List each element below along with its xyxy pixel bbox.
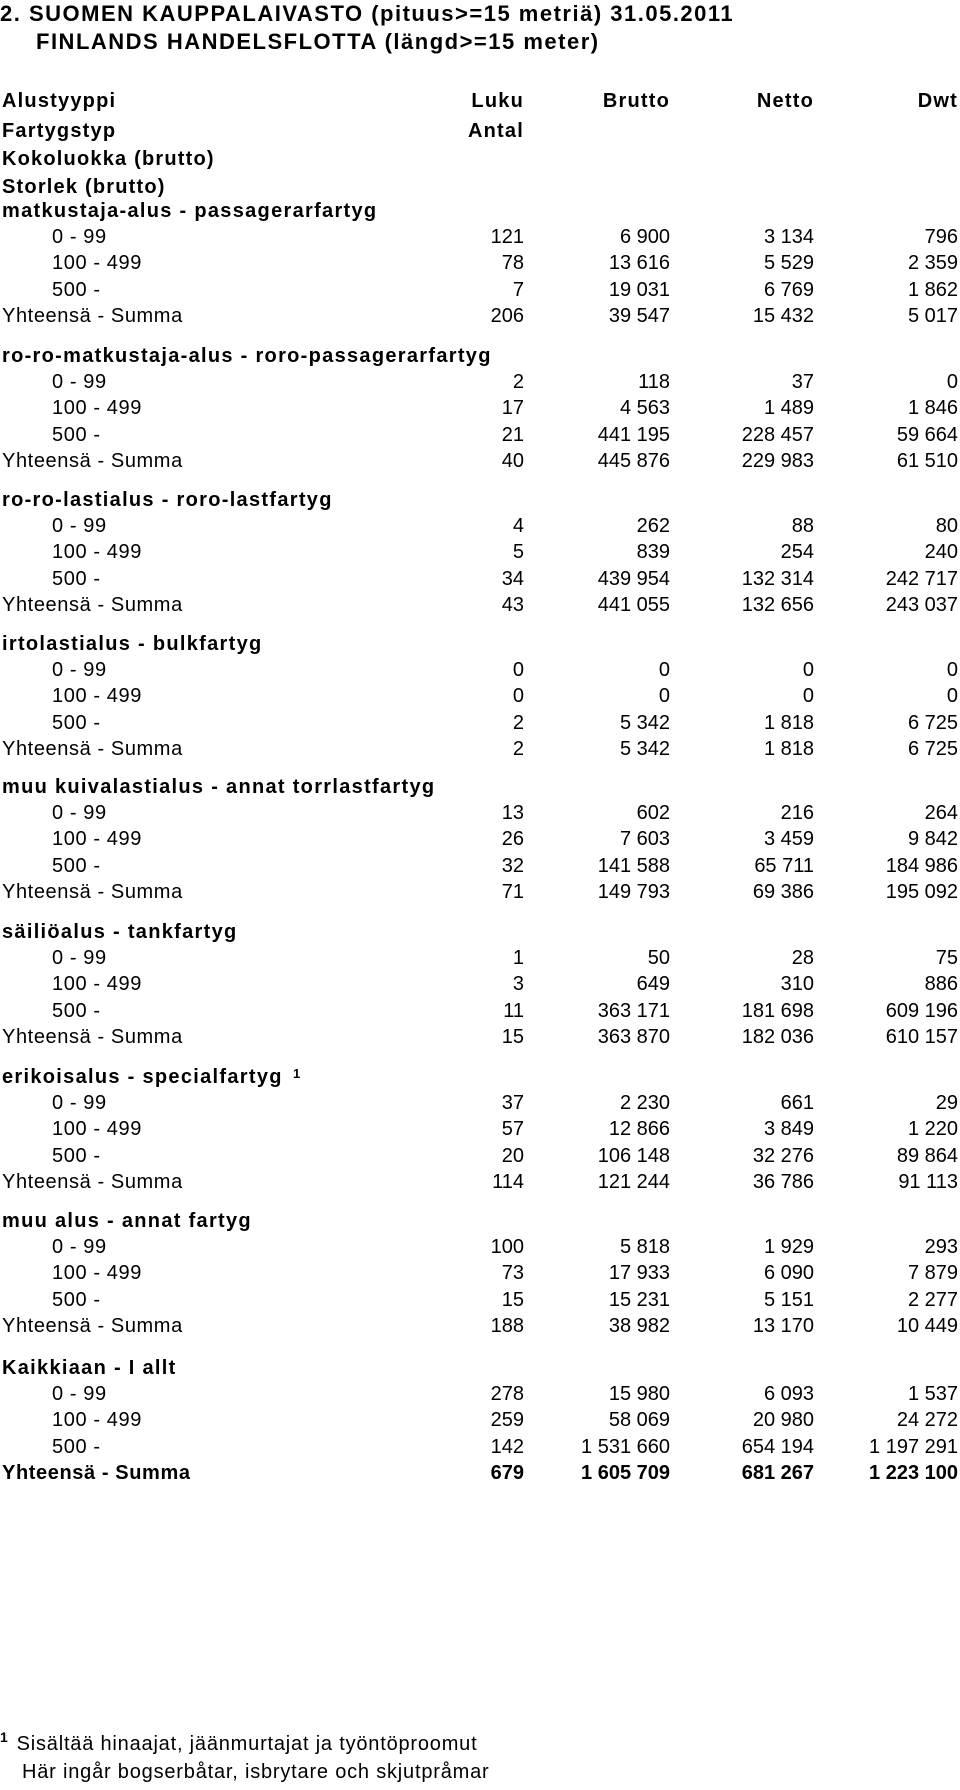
table-row-total [0,447,960,476]
size-class-label: 0 - 99 [52,947,107,970]
cell-netto: 1 929 [763,1236,814,1259]
cell-netto: 681 267 [741,1461,814,1484]
category-heading [0,773,960,802]
cell-netto: 15 432 [752,304,814,327]
cell-netto: 32 276 [752,1144,814,1167]
footnote-line-2: Här ingår bogserbåtar, isbrytare och skjutpråmar [22,1761,490,1783]
size-class-label: 0 - 99 [52,659,107,682]
cell-brutto: 839 [636,541,670,564]
size-class-label: 500 - [52,1288,101,1311]
cell-dwt: 293 [924,1236,958,1259]
cell-dwt: 195 092 [885,880,958,903]
category-name: erikoisalus - specialfartyg [2,1066,283,1088]
table-row [0,565,960,594]
cell-dwt: 242 717 [885,567,958,590]
cell-netto: 88 [791,515,814,538]
table-header-row-1 [0,86,960,116]
cell-brutto: 6 900 [619,226,670,249]
cell-luku: 4 [512,515,524,538]
table-row-total [0,1312,960,1341]
cell-dwt: 1 846 [907,397,958,420]
cell-brutto: 363 870 [597,1025,670,1048]
size-class-label: Yhteensä - Summa [2,880,183,903]
header-antal: Antal [468,120,524,142]
cell-netto: 5 529 [763,252,814,275]
cell-luku: 206 [490,304,524,327]
cell-dwt: 2 359 [907,252,958,275]
cell-luku: 57 [501,1118,524,1141]
cell-luku: 0 [512,659,524,682]
cell-dwt: 264 [924,802,958,825]
size-class-label: Yhteensä - Summa [2,1025,183,1048]
cell-netto: 6 093 [763,1383,814,1406]
cell-netto: 5 151 [763,1288,814,1311]
cell-luku: 2 [512,371,524,394]
category-heading [0,630,960,659]
category-heading [0,342,960,371]
table-row [0,1233,960,1262]
size-class-label: 0 - 99 [52,1383,107,1406]
size-class-label: 100 - 499 [52,541,142,564]
size-class-label: 500 - [52,278,101,301]
size-class-label: 100 - 499 [52,1409,142,1432]
cell-brutto: 141 588 [597,854,670,877]
cell-brutto: 441 055 [597,593,670,616]
size-class-label: Yhteensä - Summa [2,737,183,760]
category-heading [0,918,960,947]
table-row [0,421,960,450]
header-brutto: Brutto [602,90,670,112]
cell-brutto: 17 933 [608,1262,670,1285]
cell-dwt: 1 220 [907,1118,958,1141]
size-class-label: Yhteensä - Summa [2,1314,183,1337]
cell-dwt: 7 879 [907,1262,958,1285]
cell-dwt: 184 986 [885,854,958,877]
table-row [0,970,960,999]
header-col0-line4: Storlek (brutto) [2,176,166,198]
size-class-label: Yhteensä - Summa [2,593,183,616]
table-row [0,538,960,567]
cell-brutto: 439 954 [597,567,670,590]
cell-luku: 188 [490,1314,524,1337]
cell-dwt: 6 725 [907,711,958,734]
size-class-label: 500 - [52,1435,101,1458]
size-class-label: 100 - 499 [52,252,142,275]
cell-netto: 228 457 [741,423,814,446]
table-row-total [0,1459,960,1488]
cell-dwt: 1 223 100 [869,1461,958,1484]
cell-netto: 310 [780,973,814,996]
cell-brutto: 2 230 [619,1092,670,1115]
cell-netto: 3 134 [763,226,814,249]
cell-luku: 20 [501,1144,524,1167]
table-row [0,799,960,828]
cell-netto: 20 980 [752,1409,814,1432]
cell-brutto: 0 [658,685,670,708]
category-name: matkustaja-alus - passagerarfartyg [2,200,378,222]
cell-netto: 3 459 [763,828,814,851]
size-class-label: 100 - 499 [52,1118,142,1141]
category-heading [0,1063,960,1092]
cell-brutto: 4 563 [619,397,670,420]
cell-brutto: 13 616 [608,252,670,275]
category-name: Kaikkiaan - I allt [2,1357,177,1379]
cell-luku: 21 [501,423,524,446]
cell-luku: 100 [490,1236,524,1259]
cell-dwt: 29 [935,1092,958,1115]
table-row [0,368,960,397]
cell-dwt: 59 664 [896,423,958,446]
header-luku: Luku [471,90,524,112]
cell-brutto: 39 547 [608,304,670,327]
cell-brutto: 149 793 [597,880,670,903]
cell-netto: 0 [802,685,814,708]
cell-luku: 7 [512,278,524,301]
cell-brutto: 19 031 [608,278,670,301]
cell-luku: 71 [501,880,524,903]
cell-dwt: 80 [935,515,958,538]
cell-netto: 3 849 [763,1118,814,1141]
cell-netto: 13 170 [752,1314,814,1337]
table-row [0,1433,960,1462]
header-col0-line3: Kokoluokka (brutto) [2,148,215,170]
cell-netto: 661 [780,1092,814,1115]
cell-brutto: 5 342 [619,711,670,734]
size-class-label: 0 - 99 [52,1236,107,1259]
cell-netto: 0 [802,659,814,682]
cell-dwt: 886 [924,973,958,996]
footnote-text-fi: Sisältää hinaajat, jäänmurtajat ja työntöproomut [16,1733,478,1755]
cell-brutto: 50 [647,947,670,970]
cell-luku: 114 [492,1170,524,1193]
cell-dwt: 1 537 [907,1383,958,1406]
cell-brutto: 649 [636,973,670,996]
table-row [0,394,960,423]
cell-luku: 142 [490,1435,524,1458]
size-class-label: 500 - [52,854,101,877]
cell-netto: 1 489 [763,397,814,420]
cell-luku: 121 [490,226,524,249]
cell-dwt: 5 017 [907,304,958,327]
table-row [0,682,960,711]
cell-dwt: 0 [946,659,958,682]
cell-luku: 73 [501,1262,524,1285]
table-row [0,709,960,738]
header-dwt: Dwt [917,90,958,112]
cell-netto: 182 036 [741,1025,814,1048]
size-class-label: Yhteensä - Summa [2,449,183,472]
category-heading [0,486,960,515]
table-row-total [0,735,960,764]
cell-luku: 78 [501,252,524,275]
size-class-label: 100 - 499 [52,685,142,708]
size-class-label: 500 - [52,711,101,734]
table-row [0,944,960,973]
cell-netto: 6 769 [763,278,814,301]
category-heading [0,197,960,226]
table-row-total [0,1023,960,1052]
cell-brutto: 1 605 709 [581,1461,670,1484]
cell-brutto: 1 531 660 [581,1435,670,1458]
cell-luku: 11 [503,999,524,1022]
cell-brutto: 121 244 [597,1170,670,1193]
cell-luku: 26 [501,828,524,851]
cell-luku: 2 [512,711,524,734]
cell-luku: 679 [490,1461,524,1484]
cell-netto: 69 386 [752,880,814,903]
cell-luku: 43 [501,593,524,616]
table-row [0,825,960,854]
table-row [0,249,960,278]
cell-dwt: 10 449 [896,1314,958,1337]
cell-brutto: 106 148 [597,1144,670,1167]
table-row [0,1115,960,1144]
table-row [0,997,960,1026]
size-class-label: 100 - 499 [52,973,142,996]
cell-brutto: 602 [636,802,670,825]
cell-luku: 37 [501,1092,524,1115]
size-class-label: 500 - [52,1144,101,1167]
cell-dwt: 6 725 [907,737,958,760]
cell-luku: 1 [512,947,524,970]
category-name: muu kuivalastialus - annat torrlastfartyg [2,776,436,798]
cell-luku: 17 [501,397,524,420]
page-title: 2. SUOMEN KAUPPALAIVASTO (pituus>=15 metriä) 31.05.2011 [0,1,735,26]
cell-brutto: 262 [636,515,670,538]
cell-brutto: 58 069 [608,1409,670,1432]
cell-brutto: 0 [658,659,670,682]
cell-dwt: 243 037 [885,593,958,616]
size-class-label: Yhteensä - Summa [2,1170,183,1193]
cell-luku: 2 [512,737,524,760]
size-class-label: 0 - 99 [52,515,107,538]
cell-brutto: 7 603 [619,828,670,851]
cell-luku: 5 [512,541,524,564]
table-row [0,223,960,252]
cell-netto: 1 818 [763,711,814,734]
cell-brutto: 118 [638,371,670,394]
cell-dwt: 609 196 [885,999,958,1022]
table-row [0,1406,960,1435]
table-row [0,852,960,881]
table-row [0,1089,960,1118]
cell-netto: 216 [780,802,814,825]
cell-luku: 40 [501,449,524,472]
cell-brutto: 38 982 [608,1314,670,1337]
cell-luku: 32 [501,854,524,877]
cell-dwt: 0 [946,371,958,394]
table-header-row-3 [0,144,960,174]
cell-netto: 181 698 [741,999,814,1022]
cell-brutto: 15 980 [608,1383,670,1406]
cell-dwt: 0 [946,685,958,708]
cell-netto: 654 194 [741,1435,814,1458]
table-row [0,1142,960,1171]
cell-luku: 13 [501,802,524,825]
cell-dwt: 91 113 [898,1170,958,1193]
cell-brutto: 445 876 [597,449,670,472]
category-name: säiliöalus - tankfartyg [2,921,238,943]
size-class-label: 100 - 499 [52,397,142,420]
cell-luku: 34 [501,567,524,590]
header-col0-line2: Fartygstyp [2,120,117,142]
table-row-total [0,878,960,907]
page-subtitle: FINLANDS HANDELSFLOTTA (längd>=15 meter) [36,29,600,54]
cell-dwt: 2 277 [907,1288,958,1311]
table-row [0,1259,960,1288]
size-class-label: 100 - 499 [52,828,142,851]
size-class-label: 500 - [52,423,101,446]
table-row-total [0,302,960,331]
category-name: ro-ro-matkustaja-alus - roro-passagerarfartyg [2,345,492,367]
size-class-label: Yhteensä - Summa [2,304,183,327]
cell-netto: 37 [791,371,814,394]
header-col0-line1: Alustyyppi [2,90,117,112]
cell-dwt: 1 197 291 [869,1435,958,1458]
size-class-label: 0 - 99 [52,1092,107,1115]
table-row [0,512,960,541]
cell-luku: 15 [501,1025,524,1048]
cell-brutto: 5 818 [619,1236,670,1259]
cell-netto: 1 818 [763,737,814,760]
size-class-label: 100 - 499 [52,1262,142,1285]
size-class-label: 0 - 99 [52,371,107,394]
cell-dwt: 89 864 [896,1144,958,1167]
size-class-label: 500 - [52,567,101,590]
cell-luku: 278 [490,1383,524,1406]
cell-brutto: 363 171 [597,999,670,1022]
cell-netto: 132 656 [741,593,814,616]
footnote-mark: 1 [0,1729,9,1745]
table-row-total [0,591,960,620]
footnote-line-1 [0,1730,477,1760]
category-name: irtolastialus - bulkfartyg [2,633,263,655]
category-heading [0,1207,960,1236]
footnote-reference: 1 [293,1066,301,1081]
header-netto: Netto [756,90,814,112]
category-name: ro-ro-lastialus - roro-lastfartyg [2,489,333,511]
cell-dwt: 1 862 [907,278,958,301]
cell-dwt: 61 510 [896,449,958,472]
cell-netto: 132 314 [741,567,814,590]
cell-netto: 254 [780,541,814,564]
cell-brutto: 15 231 [608,1288,670,1311]
size-class-label: 500 - [52,999,101,1022]
table-row-total [0,1168,960,1197]
table-row [0,656,960,685]
cell-netto: 229 983 [741,449,814,472]
cell-dwt: 9 842 [907,828,958,851]
cell-netto: 6 090 [763,1262,814,1285]
size-class-label: 0 - 99 [52,802,107,825]
cell-dwt: 24 272 [896,1409,958,1432]
table-row [0,1380,960,1409]
cell-brutto: 5 342 [619,737,670,760]
size-class-label: 0 - 99 [52,226,107,249]
cell-dwt: 240 [924,541,958,564]
category-heading [0,1354,960,1383]
category-name: muu alus - annat fartyg [2,1210,252,1232]
cell-luku: 3 [512,973,524,996]
cell-dwt: 796 [924,226,958,249]
cell-luku: 0 [512,685,524,708]
cell-netto: 65 711 [754,854,814,877]
cell-netto: 36 786 [752,1170,814,1193]
cell-dwt: 610 157 [885,1025,958,1048]
table-row [0,276,960,305]
cell-brutto: 12 866 [608,1118,670,1141]
cell-brutto: 441 195 [597,423,670,446]
cell-luku: 15 [501,1288,524,1311]
cell-netto: 28 [791,947,814,970]
cell-luku: 259 [490,1409,524,1432]
table-row [0,1286,960,1315]
cell-dwt: 75 [935,947,958,970]
size-class-label: Yhteensä - Summa [2,1461,191,1484]
table-header-row-2 [0,116,960,146]
